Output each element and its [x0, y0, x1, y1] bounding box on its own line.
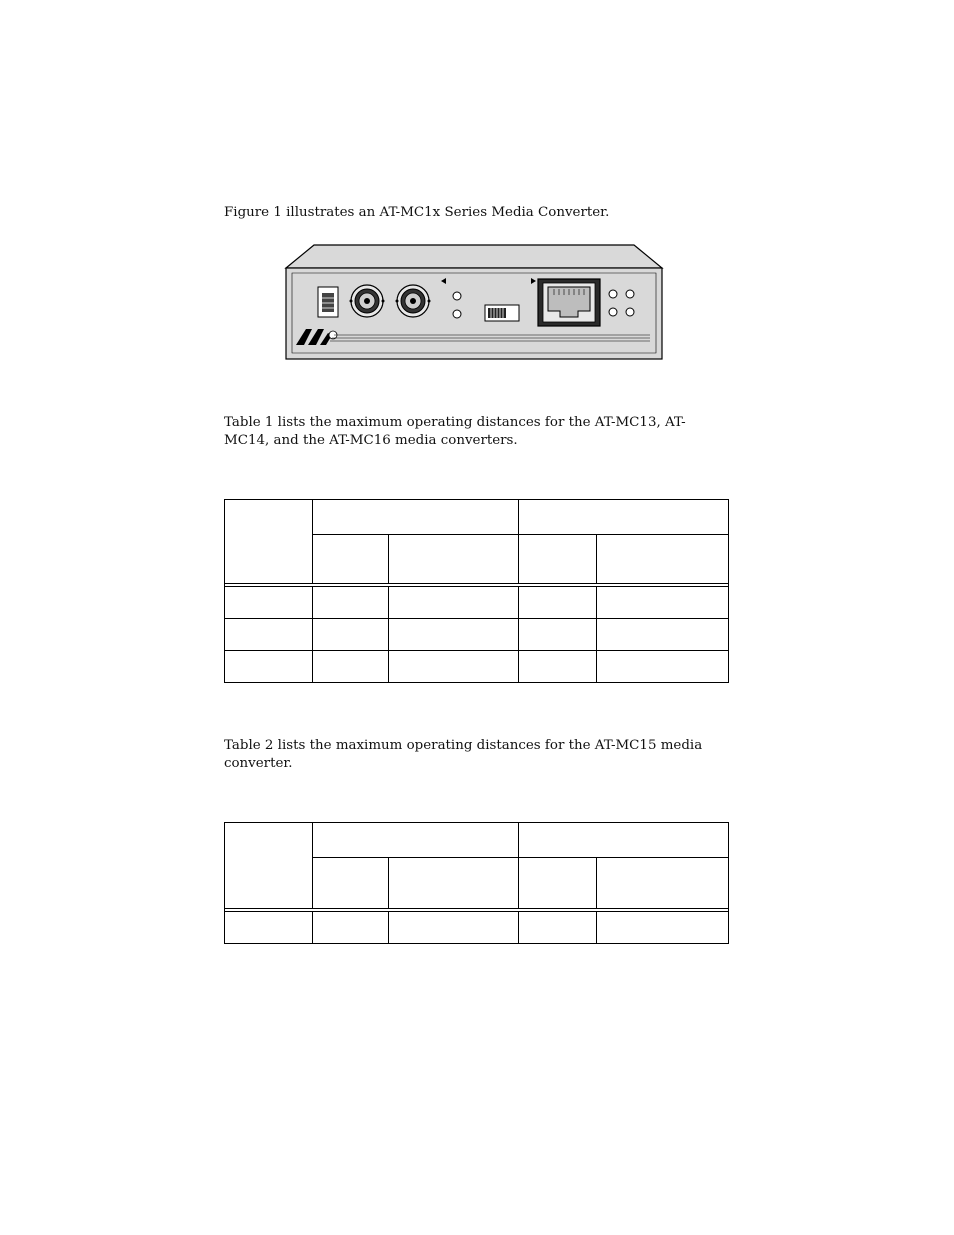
table-header-cell: [519, 500, 729, 535]
table-header-cell: [389, 535, 519, 584]
led-indicator: [609, 290, 617, 298]
table-header-cell: [519, 823, 729, 858]
table-header-cell: [313, 535, 389, 584]
led-indicator: [626, 308, 634, 316]
table-2-operating-distances: [224, 822, 729, 944]
table-header-cell: [389, 858, 519, 909]
led-indicator: [626, 290, 634, 298]
table-row: [225, 912, 729, 944]
media-converter-illustration: [284, 243, 664, 361]
table-header-cell: [313, 500, 519, 535]
table-header-cell: [519, 858, 597, 909]
table-header-cell: [519, 535, 597, 584]
table-row: [225, 651, 729, 683]
rj45-port: [538, 279, 600, 326]
bnc-connector-left: [350, 285, 385, 317]
led-indicator: [453, 310, 461, 318]
table-1-operating-distances: [224, 499, 729, 683]
table-header-cell: [313, 823, 519, 858]
led-indicator: [453, 292, 461, 300]
table-header-cell: [597, 858, 729, 909]
table-row: [225, 587, 729, 619]
figure-1-caption: Figure 1 illustrates an AT-MC1x Series Media Converter.: [224, 205, 610, 220]
table-header-cell: [225, 500, 313, 584]
led-indicator: [609, 308, 617, 316]
table-header-cell: [225, 823, 313, 909]
table-row: [225, 619, 729, 651]
table-header-cell: [597, 535, 729, 584]
table-2-intro: Table 2 lists the maximum operating distances for the AT-MC15 media converter.: [224, 738, 703, 771]
table-header-cell: [313, 858, 389, 909]
converter-front-panel: [286, 268, 662, 359]
table-1-intro: Table 1 lists the maximum operating distances for the AT-MC13, AT-MC14, and the AT-MC16 media converters.: [224, 415, 686, 448]
converter-top-face: [286, 245, 662, 268]
bnc-connector-right: [396, 285, 431, 317]
